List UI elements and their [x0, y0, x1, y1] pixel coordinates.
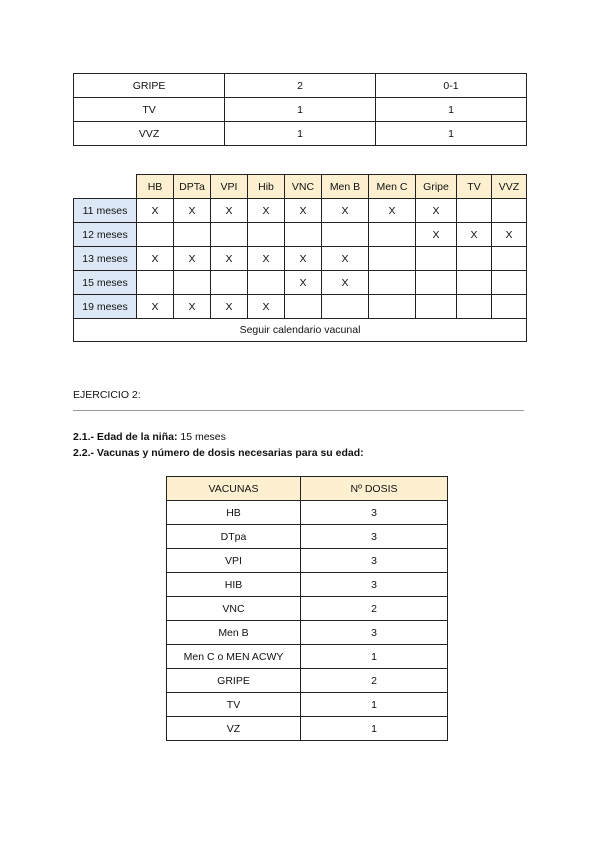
- table-cell: TV: [74, 98, 225, 122]
- table-cell: [285, 223, 322, 247]
- table-row: [74, 223, 527, 247]
- table-row: [74, 74, 527, 98]
- table-footer-note: Seguir calendario vacunal: [74, 319, 527, 342]
- table-cell: X: [322, 247, 369, 271]
- vaccine-doses-table: [166, 476, 448, 741]
- table-cell: HB: [167, 501, 301, 525]
- table-cell: X: [137, 295, 174, 319]
- table-cell: X: [211, 295, 248, 319]
- table-cell: X: [492, 223, 527, 247]
- table-cell: X: [211, 199, 248, 223]
- table-row: [74, 295, 527, 319]
- table-cell: [137, 271, 174, 295]
- column-header: VACUNAS: [167, 477, 301, 501]
- table-cell: [492, 271, 527, 295]
- table-cell: TV: [167, 693, 301, 717]
- table-cell: GRIPE: [167, 669, 301, 693]
- table-cell: [457, 271, 492, 295]
- table-cell: Men B: [167, 621, 301, 645]
- table-cell: X: [248, 247, 285, 271]
- question-2-2: [73, 447, 364, 459]
- table-cell: VVZ: [74, 122, 225, 146]
- table-cell: 1: [376, 122, 527, 146]
- table-cell: 2: [301, 597, 448, 621]
- table-cell: [416, 271, 457, 295]
- table-cell: 3: [301, 549, 448, 573]
- table-row: [167, 693, 448, 717]
- table-row: [167, 597, 448, 621]
- empty-corner-cell: [74, 175, 137, 199]
- table-cell: [174, 271, 211, 295]
- table-cell: 3: [301, 573, 448, 597]
- table-cell: [457, 247, 492, 271]
- exercise-title: EJERCICIO 2:: [73, 389, 141, 401]
- table-cell: X: [416, 199, 457, 223]
- table-row: [167, 717, 448, 741]
- column-header: Hib: [248, 175, 285, 199]
- table-cell: 1: [301, 717, 448, 741]
- table-cell: HIB: [167, 573, 301, 597]
- table-cell: [369, 247, 416, 271]
- vaccination-schedule-table: [73, 174, 527, 342]
- table-cell: [457, 199, 492, 223]
- column-header: Nº DOSIS: [301, 477, 448, 501]
- table-cell: [369, 295, 416, 319]
- table-cell: [211, 271, 248, 295]
- table-cell: [369, 223, 416, 247]
- divider: [73, 410, 524, 411]
- table-cell: [492, 247, 527, 271]
- table-cell: 0-1: [376, 74, 527, 98]
- table-cell: DTpa: [167, 525, 301, 549]
- table-cell: [492, 295, 527, 319]
- table-cell: 2: [301, 669, 448, 693]
- row-header: 12 meses: [74, 223, 137, 247]
- table-cell: 3: [301, 501, 448, 525]
- table-cell: X: [457, 223, 492, 247]
- table-cell: [416, 247, 457, 271]
- question-answer: 15 meses: [177, 431, 226, 443]
- question-2-1: [73, 431, 226, 443]
- table-cell: [248, 223, 285, 247]
- column-header: VVZ: [492, 175, 527, 199]
- table-cell: X: [248, 295, 285, 319]
- table-cell: [322, 223, 369, 247]
- column-header: TV: [457, 175, 492, 199]
- column-header: Men B: [322, 175, 369, 199]
- table-row: [167, 669, 448, 693]
- table-cell: X: [211, 247, 248, 271]
- table-cell: [174, 223, 211, 247]
- column-header: VPI: [211, 175, 248, 199]
- table-cell: Men C o MEN ACWY: [167, 645, 301, 669]
- table-cell: [416, 295, 457, 319]
- table-cell: X: [174, 247, 211, 271]
- table-cell: X: [137, 199, 174, 223]
- table-cell: 1: [225, 98, 376, 122]
- table-row: [167, 573, 448, 597]
- table-cell: X: [174, 199, 211, 223]
- table-cell: [137, 223, 174, 247]
- table-cell: [322, 295, 369, 319]
- table-cell: X: [174, 295, 211, 319]
- table-row: [74, 199, 527, 223]
- table-row: [74, 247, 527, 271]
- table-cell: VZ: [167, 717, 301, 741]
- table-cell: X: [322, 199, 369, 223]
- table-cell: X: [285, 271, 322, 295]
- table-cell: X: [285, 199, 322, 223]
- table-cell: [248, 271, 285, 295]
- table-row: [167, 525, 448, 549]
- table-cell: [457, 295, 492, 319]
- table-cell: 1: [225, 122, 376, 146]
- table-cell: 1: [301, 645, 448, 669]
- row-header: 13 meses: [74, 247, 137, 271]
- question-label: 2.2.- Vacunas y número de dosis necesarias para su edad:: [73, 447, 364, 459]
- dose-summary-table: [73, 73, 527, 146]
- table-cell: 1: [376, 98, 527, 122]
- column-header: Gripe: [416, 175, 457, 199]
- question-label: 2.1.- Edad de la niña:: [73, 431, 178, 443]
- table-cell: [492, 199, 527, 223]
- table-cell: 2: [225, 74, 376, 98]
- table-cell: 3: [301, 621, 448, 645]
- column-header: VNC: [285, 175, 322, 199]
- table-row: [167, 621, 448, 645]
- table-cell: VPI: [167, 549, 301, 573]
- table-cell: GRIPE: [74, 74, 225, 98]
- table-cell: X: [369, 199, 416, 223]
- row-header: 15 meses: [74, 271, 137, 295]
- column-header: HB: [137, 175, 174, 199]
- table-cell: VNC: [167, 597, 301, 621]
- table-row: [167, 549, 448, 573]
- table-row: [74, 271, 527, 295]
- table-cell: [285, 295, 322, 319]
- table-row: [167, 501, 448, 525]
- table-footer-row: [74, 319, 527, 342]
- table-cell: [211, 223, 248, 247]
- table-cell: 3: [301, 525, 448, 549]
- table-cell: X: [322, 271, 369, 295]
- table-cell: X: [285, 247, 322, 271]
- table-cell: X: [416, 223, 457, 247]
- table-cell: [369, 271, 416, 295]
- table-header-row: [74, 175, 527, 199]
- table-cell: X: [137, 247, 174, 271]
- table-cell: X: [248, 199, 285, 223]
- table-header-row: [167, 477, 448, 501]
- table-row: [74, 122, 527, 146]
- column-header: Men C: [369, 175, 416, 199]
- row-header: 19 meses: [74, 295, 137, 319]
- column-header: DPTa: [174, 175, 211, 199]
- table-row: [167, 645, 448, 669]
- table-row: [74, 98, 527, 122]
- table-cell: 1: [301, 693, 448, 717]
- row-header: 11 meses: [74, 199, 137, 223]
